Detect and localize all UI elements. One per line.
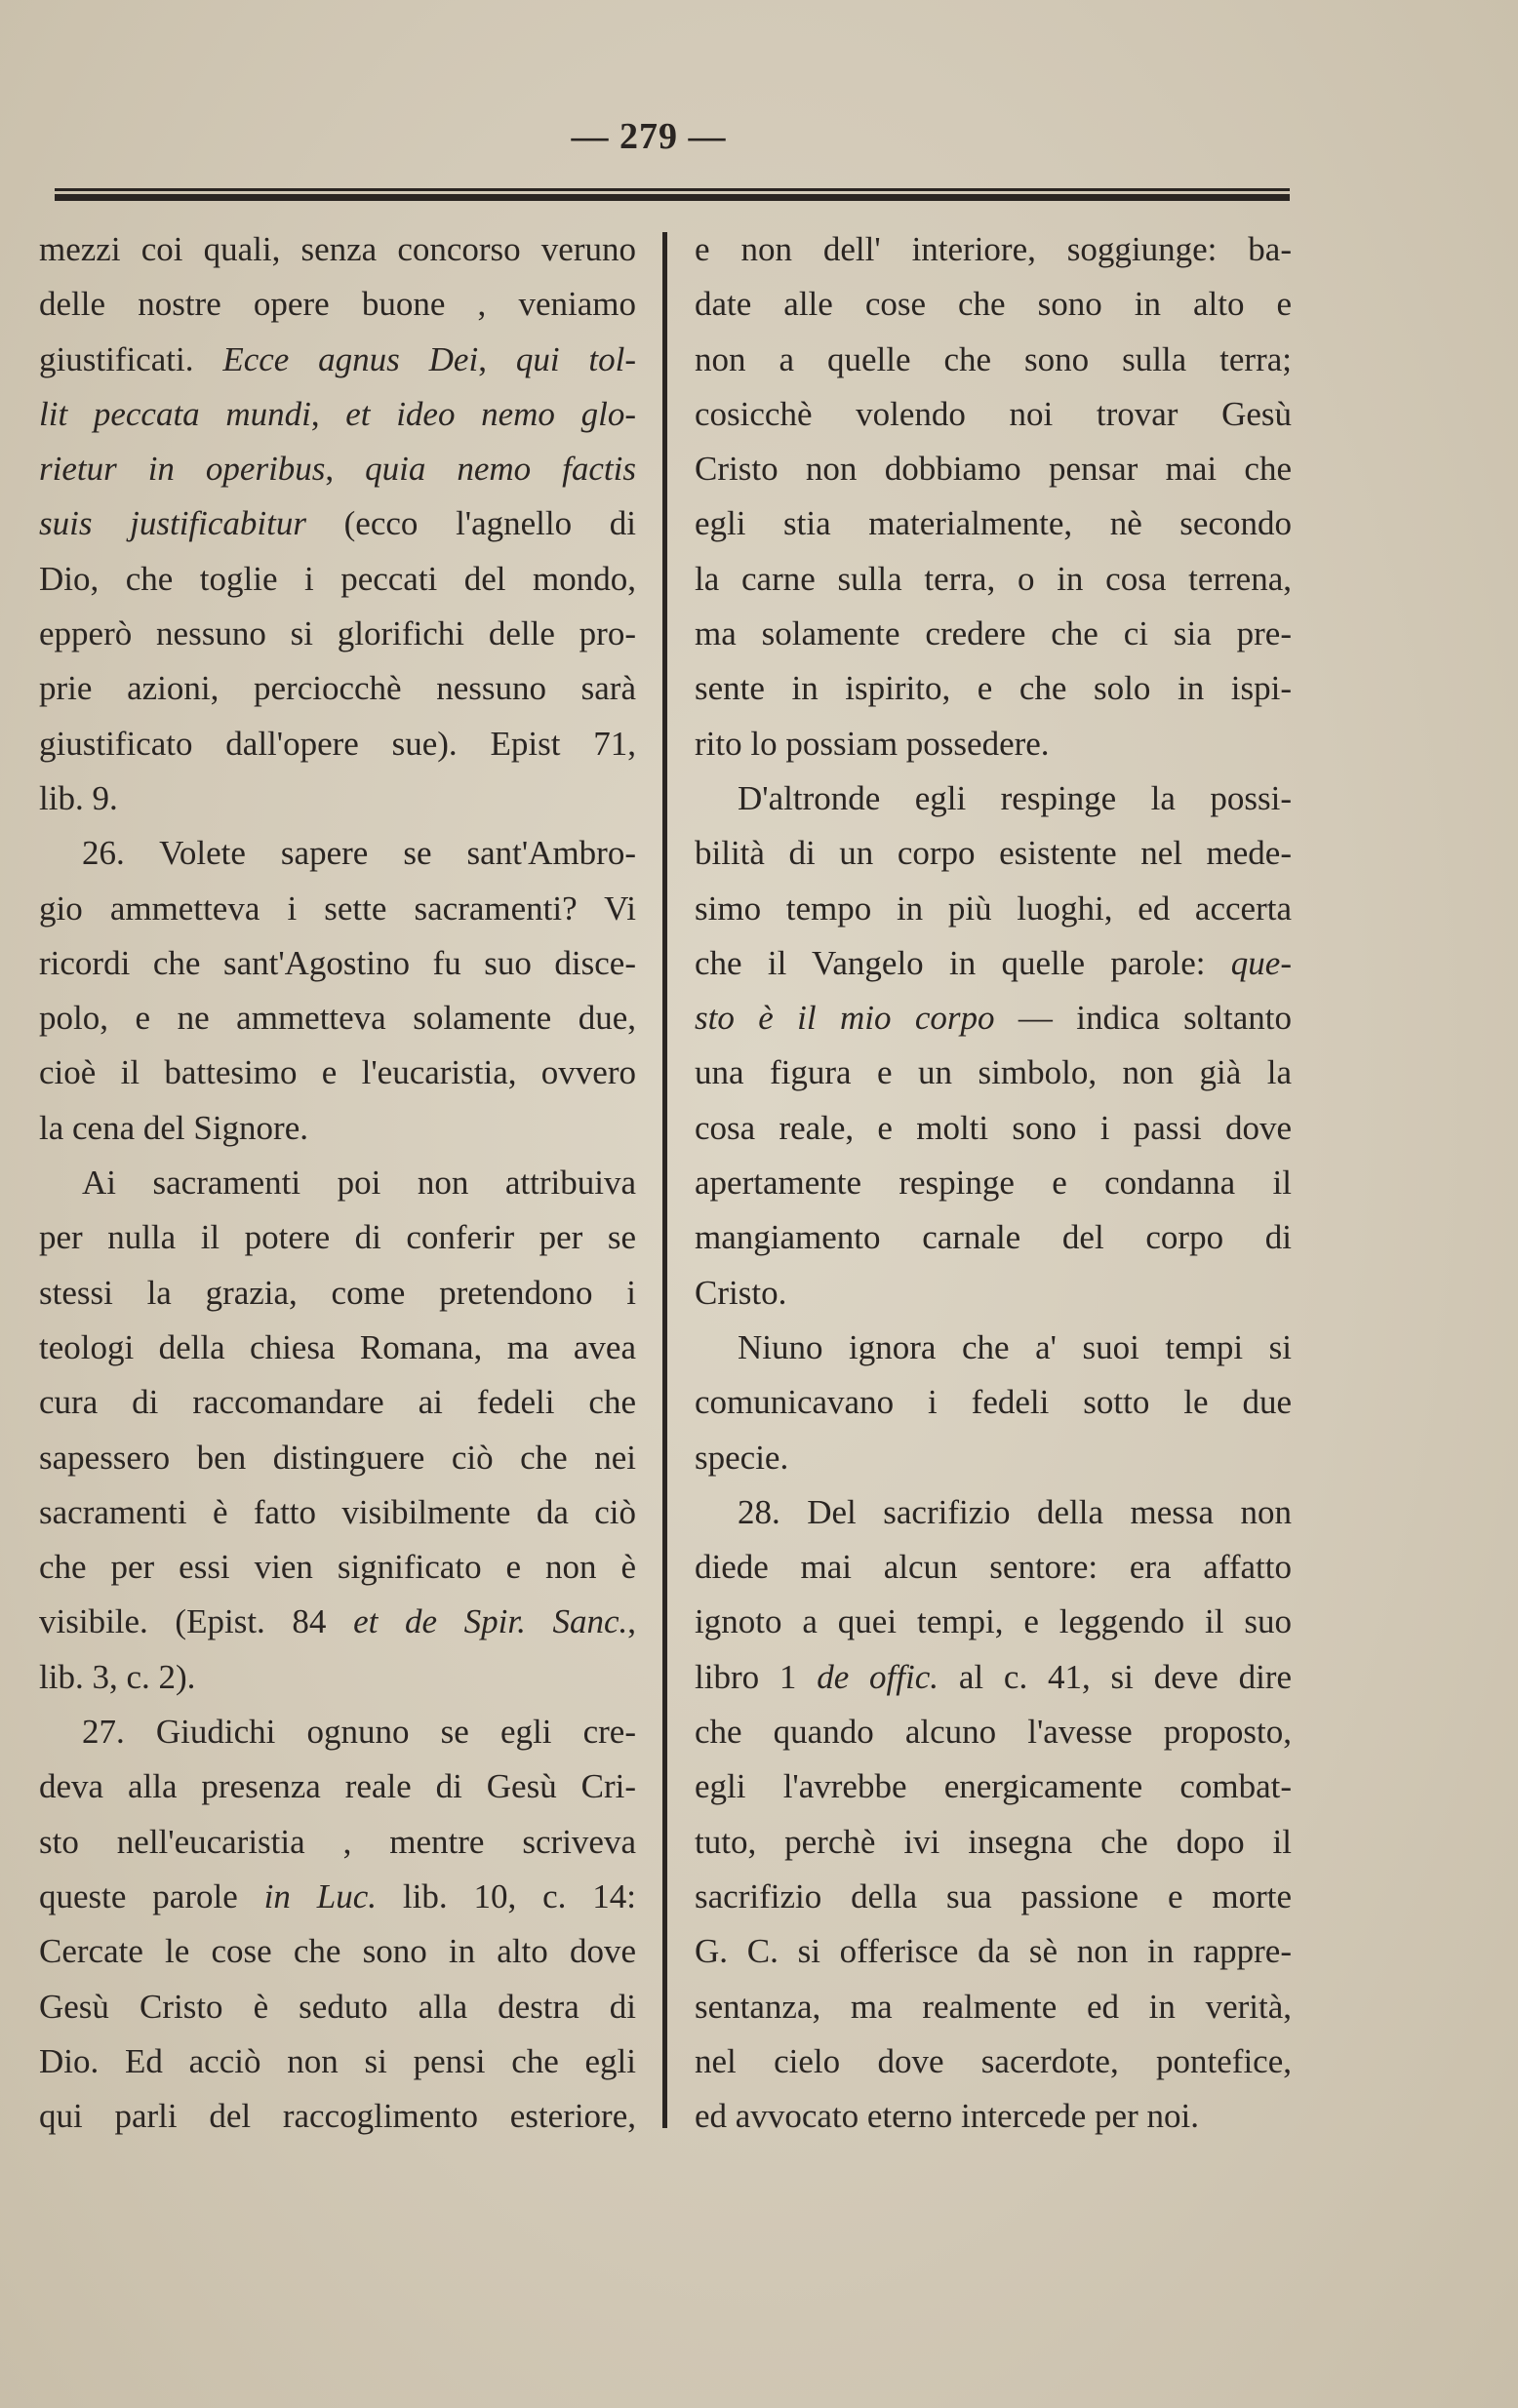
text-segment: che per essi vien significato e non è: [39, 1548, 636, 1587]
text-line: [39, 1101, 636, 1156]
text-segment: — indica soltanto: [994, 999, 1292, 1038]
text-segment: la carne sulla terra, o in cosa terrena,: [695, 559, 1292, 598]
text-line: [695, 1759, 1292, 1814]
text-segment: deva alla presenza reale di Gesù Cri-: [39, 1767, 636, 1806]
text-segment: mangiamento carnale del corpo di: [695, 1218, 1292, 1257]
text-line: [39, 661, 636, 716]
text-line: [39, 277, 636, 332]
text-line: [695, 1046, 1292, 1100]
text-line: [695, 1870, 1292, 1924]
text-segment: cosa reale, e molti sono i passi dove: [695, 1108, 1292, 1147]
text-line: [39, 1924, 636, 1979]
text-line: [39, 333, 636, 387]
text-segment: che quando alcuno l'avesse proposto,: [695, 1713, 1292, 1752]
text-line: [39, 1156, 636, 1210]
text-line: [39, 496, 636, 551]
text-segment: delle nostre opere buone , veniamo: [39, 285, 636, 324]
text-segment: 27. Giudichi ognuno se egli cre-: [82, 1713, 636, 1752]
text-segment: visibile. (Epist. 84: [39, 1602, 354, 1641]
text-line: [695, 1431, 1292, 1485]
text-segment: epperò nessuno si glorifichi delle pro-: [39, 614, 636, 653]
text-segment: cioè il battesimo e l'eucaristia, ovvero: [39, 1053, 636, 1092]
italic-text-segment: rietur in operibus: [39, 450, 326, 489]
text-segment: ,: [627, 1602, 636, 1641]
text-line: [695, 1705, 1292, 1759]
text-segment: cura di raccomandare ai fedeli che: [39, 1383, 636, 1422]
text-segment: non a quelle che sono sulla terra;: [695, 339, 1292, 378]
text-segment: Ai sacramenti poi non attribuiva: [82, 1164, 636, 1203]
text-segment: Cercate le cose che sono in alto dove: [39, 1932, 636, 1971]
text-segment: la cena del Signore.: [39, 1108, 309, 1147]
text-segment: bilità di un corpo esistente nel mede-: [695, 834, 1292, 873]
text-segment: che il Vangelo in quelle parole:: [695, 943, 1231, 982]
text-segment: stessi la grazia, come pretendono i: [39, 1273, 636, 1312]
text-segment: tuto, perchè ivi insegna che dopo il: [695, 1822, 1292, 1861]
text-line: [695, 387, 1292, 442]
text-line: [39, 936, 636, 991]
text-line: [39, 1485, 636, 1540]
text-segment: per nulla il potere di conferir per se: [39, 1218, 636, 1257]
text-segment: ricordi che sant'Agostino fu suo disce-: [39, 943, 636, 982]
text-line: [695, 1924, 1292, 1979]
text-line: [39, 1321, 636, 1375]
text-segment: sente in ispirito, e che solo in ispi-: [695, 669, 1292, 708]
text-line: [695, 936, 1292, 991]
text-line: [695, 607, 1292, 661]
text-line: [695, 2034, 1292, 2089]
text-line: [695, 991, 1292, 1046]
italic-text-segment: que-: [1230, 943, 1292, 982]
italic-text-segment: sto è il mio corpo: [695, 999, 995, 1038]
text-line: [39, 1980, 636, 2034]
text-line: [695, 277, 1292, 332]
text-line: [695, 1156, 1292, 1210]
italic-text-segment: Ecce agnus Dei: [222, 339, 479, 378]
text-segment: lib. 10, c. 14:: [377, 1876, 636, 1915]
text-segment: 28. Del sacrifizio della messa non: [738, 1492, 1292, 1531]
text-segment: G. C. si offerisce da sè non in rappre-: [695, 1932, 1292, 1971]
right-text-column: [695, 222, 1292, 2144]
text-line: [39, 607, 636, 661]
text-line: [39, 1266, 636, 1321]
text-line: [39, 1650, 636, 1705]
text-line: [695, 1540, 1292, 1595]
text-line: [695, 1980, 1292, 2034]
text-segment: una figura e un simbolo, non già la: [695, 1053, 1292, 1092]
text-line: [39, 1870, 636, 1924]
text-line: [695, 333, 1292, 387]
text-segment: Dio, che toglie i peccati del mondo,: [39, 559, 636, 598]
text-line: [39, 771, 636, 826]
text-line: [39, 1705, 636, 1759]
text-segment: polo, e ne ammetteva solamente due,: [39, 999, 636, 1038]
text-segment: teologi della chiesa Romana, ma avea: [39, 1327, 636, 1366]
text-line: [695, 1650, 1292, 1705]
text-segment: al c. 41, si deve dire: [939, 1657, 1292, 1696]
text-segment: egli stia materialmente, nè secondo: [695, 504, 1292, 543]
text-line: [39, 1431, 636, 1485]
text-line: [695, 717, 1292, 771]
text-line: [39, 1759, 636, 1814]
text-line: [39, 222, 636, 277]
text-segment: Gesù Cristo è seduto alla destra di: [39, 1987, 636, 2026]
text-line: [695, 882, 1292, 936]
text-segment: giustificato dall'opere sue). Epist 71,: [39, 724, 636, 763]
italic-text-segment: in Luc.: [263, 1876, 377, 1915]
text-segment: diede mai alcun sentore: era affatto: [695, 1548, 1292, 1587]
text-segment: (ecco l'agnello di: [305, 504, 636, 543]
text-line: [695, 1375, 1292, 1430]
text-segment: sapessero ben distinguere ciò che nei: [39, 1438, 636, 1477]
text-segment: 26. Volete sapere se sant'Ambro-: [82, 834, 636, 873]
text-segment: rito lo possiam possedere.: [695, 724, 1050, 763]
text-line: [39, 1046, 636, 1100]
text-line: [695, 496, 1292, 551]
text-segment: ed avvocato eterno intercede per noi.: [695, 2097, 1199, 2136]
text-line: [695, 1815, 1292, 1870]
text-segment: apertamente respinge e condanna il: [695, 1164, 1292, 1203]
text-segment: D'altronde egli respinge la possi-: [738, 778, 1292, 817]
text-line: [39, 2034, 636, 2089]
text-segment: gio ammetteva i sette sacramenti? Vi: [39, 888, 636, 928]
text-segment: sacramenti è fatto visibilmente da ciò: [39, 1492, 636, 1531]
column-divider: [662, 232, 667, 2128]
text-segment: ,: [325, 450, 366, 489]
text-segment: lib. 3, c. 2).: [39, 1657, 196, 1696]
text-segment: prie azioni, perciocchè nessuno sarà: [39, 669, 636, 708]
text-line: [695, 826, 1292, 881]
text-line: [695, 771, 1292, 826]
header-rule-thin: [55, 188, 1290, 191]
text-segment: date alle cose che sono in alto e: [695, 285, 1292, 324]
text-line: [39, 2089, 636, 2144]
text-line: [695, 1101, 1292, 1156]
left-text-column: [39, 222, 636, 2144]
italic-text-segment: suis justificabitur: [39, 504, 306, 543]
text-segment: specie.: [695, 1438, 789, 1477]
text-line: [39, 882, 636, 936]
text-segment: queste parole: [39, 1876, 264, 1915]
header-rule-thick: [55, 194, 1290, 201]
text-segment: Niuno ignora che a' suoi tempi si: [738, 1327, 1292, 1366]
text-line: [695, 1595, 1292, 1649]
italic-text-segment: quia nemo factis: [365, 450, 636, 489]
text-line: [695, 1266, 1292, 1321]
text-segment: sto nell'eucaristia , mentre scriveva: [39, 1822, 636, 1861]
text-line: [39, 387, 636, 442]
text-line: [39, 826, 636, 881]
text-segment: comunicavano i fedeli sotto le due: [695, 1383, 1292, 1422]
text-segment: ,: [478, 339, 516, 378]
text-segment: ,: [310, 394, 346, 433]
text-line: [695, 222, 1292, 277]
text-segment: sentanza, ma realmente ed in verità,: [695, 1987, 1292, 2026]
text-line: [695, 442, 1292, 496]
text-line: [39, 1540, 636, 1595]
text-line: [695, 552, 1292, 607]
text-segment: e non dell' interiore, soggiunge: ba-: [695, 230, 1292, 268]
text-line: [695, 2089, 1292, 2144]
text-segment: Dio. Ed acciò non si pensi che egli: [39, 2041, 636, 2080]
text-segment: sacrifizio della sua passione e morte: [695, 1876, 1292, 1915]
text-segment: ignoto a quei tempi, e leggendo il suo: [695, 1602, 1292, 1641]
text-segment: qui parli del raccoglimento esteriore,: [39, 2097, 636, 2136]
text-line: [39, 717, 636, 771]
page-number: — 279 —: [571, 116, 727, 157]
text-segment: nel cielo dove sacerdote, pontefice,: [695, 2041, 1292, 2080]
text-line: [39, 552, 636, 607]
text-segment: simo tempo in più luoghi, ed accerta: [695, 888, 1292, 928]
italic-text-segment: qui tol-: [515, 339, 636, 378]
text-line: [695, 1210, 1292, 1265]
text-line: [39, 1595, 636, 1649]
text-segment: cosicchè volendo noi trovar Gesù: [695, 394, 1292, 433]
text-line: [39, 1375, 636, 1430]
text-segment: mezzi coi quali, senza concorso veruno: [39, 230, 636, 268]
text-segment: Cristo.: [695, 1273, 787, 1312]
text-segment: libro 1: [695, 1657, 818, 1696]
text-segment: Cristo non dobbiamo pensar mai che: [695, 450, 1292, 489]
text-segment: lib. 9.: [39, 778, 118, 817]
text-line: [695, 1321, 1292, 1375]
text-segment: giustificati.: [39, 339, 223, 378]
text-line: [39, 991, 636, 1046]
text-segment: ma solamente credere che ci sia pre-: [695, 614, 1292, 653]
text-line: [695, 661, 1292, 716]
italic-text-segment: lit peccata mundi: [39, 394, 311, 433]
text-line: [39, 442, 636, 496]
text-line: [39, 1210, 636, 1265]
italic-text-segment: de offic.: [817, 1657, 939, 1696]
italic-text-segment: et de Spir. Sanc.: [353, 1602, 628, 1641]
italic-text-segment: et ideo nemo glo-: [345, 394, 636, 433]
text-segment: egli l'avrebbe energicamente combat-: [695, 1767, 1292, 1806]
text-line: [695, 1485, 1292, 1540]
text-line: [39, 1815, 636, 1870]
